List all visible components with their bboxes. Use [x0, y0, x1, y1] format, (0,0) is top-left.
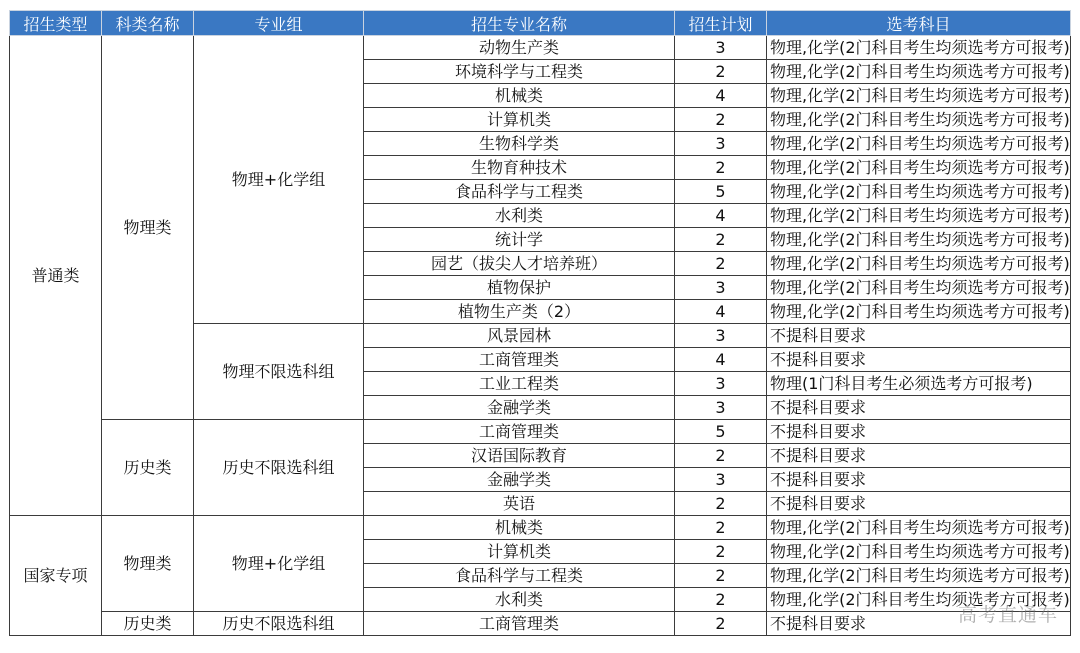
table-row: [10, 36, 1071, 60]
table-row: [10, 420, 1071, 444]
required-subjects-cell: 不提科目要求: [767, 348, 1071, 372]
plan-count-cell: 3: [675, 36, 767, 60]
major-name-cell: 工商管理类: [364, 612, 675, 636]
plan-count-cell: 3: [675, 324, 767, 348]
required-subjects-cell: 不提科目要求: [767, 324, 1071, 348]
required-subjects-cell: 物理,化学(2门科目考生均须选考方可报考): [767, 588, 1071, 612]
required-subjects-cell: 物理,化学(2门科目考生均须选考方可报考): [767, 180, 1071, 204]
plan-count-cell: 2: [675, 156, 767, 180]
plan-count-cell: 5: [675, 180, 767, 204]
subject-category-cell: 物理类: [102, 516, 194, 612]
major-name-cell: 汉语国际教育: [364, 444, 675, 468]
major-name-cell: 生物育种技术: [364, 156, 675, 180]
major-name-cell: 环境科学与工程类: [364, 60, 675, 84]
required-subjects-cell: 物理(1门科目考生必须选考方可报考): [767, 372, 1071, 396]
plan-count-cell: 3: [675, 132, 767, 156]
table-row: [10, 612, 1071, 636]
header-row: [10, 11, 1071, 36]
required-subjects-cell: 不提科目要求: [767, 444, 1071, 468]
major-name-cell: 英语: [364, 492, 675, 516]
header-major-name: 招生专业名称: [364, 11, 675, 36]
major-name-cell: 机械类: [364, 516, 675, 540]
plan-count-cell: 2: [675, 228, 767, 252]
required-subjects-cell: 物理,化学(2门科目考生均须选考方可报考): [767, 540, 1071, 564]
required-subjects-cell: 物理,化学(2门科目考生均须选考方可报考): [767, 564, 1071, 588]
plan-count-cell: 3: [675, 372, 767, 396]
plan-count-cell: 4: [675, 204, 767, 228]
major-name-cell: 植物生产类（2）: [364, 300, 675, 324]
major-group-cell: 物理+化学组: [194, 516, 364, 612]
plan-count-cell: 2: [675, 516, 767, 540]
major-name-cell: 金融学类: [364, 396, 675, 420]
plan-count-cell: 3: [675, 468, 767, 492]
plan-count-cell: 2: [675, 60, 767, 84]
major-group-cell: 物理不限选科组: [194, 324, 364, 420]
required-subjects-cell: 不提科目要求: [767, 468, 1071, 492]
plan-count-cell: 3: [675, 276, 767, 300]
plan-count-cell: 2: [675, 108, 767, 132]
major-name-cell: 食品科学与工程类: [364, 180, 675, 204]
major-name-cell: 植物保护: [364, 276, 675, 300]
required-subjects-cell: 物理,化学(2门科目考生均须选考方可报考): [767, 84, 1071, 108]
admission-plan-table: [9, 10, 1071, 636]
admission-type-cell: 国家专项: [10, 516, 102, 636]
plan-count-cell: 2: [675, 540, 767, 564]
plan-count-cell: 5: [675, 420, 767, 444]
major-group-cell: 历史不限选科组: [194, 612, 364, 636]
required-subjects-cell: 物理,化学(2门科目考生均须选考方可报考): [767, 516, 1071, 540]
major-name-cell: 园艺（拔尖人才培养班）: [364, 252, 675, 276]
major-group-cell: 物理+化学组: [194, 36, 364, 324]
header-admission-type: 招生类型: [10, 11, 102, 36]
major-name-cell: 工商管理类: [364, 348, 675, 372]
subject-category-cell: 历史类: [102, 420, 194, 516]
required-subjects-cell: 不提科目要求: [767, 492, 1071, 516]
plan-count-cell: 2: [675, 588, 767, 612]
major-group-cell: 历史不限选科组: [194, 420, 364, 516]
major-name-cell: 风景园林: [364, 324, 675, 348]
plan-count-cell: 2: [675, 444, 767, 468]
required-subjects-cell: 物理,化学(2门科目考生均须选考方可报考): [767, 300, 1071, 324]
major-name-cell: 水利类: [364, 588, 675, 612]
required-subjects-cell: 物理,化学(2门科目考生均须选考方可报考): [767, 156, 1071, 180]
plan-count-cell: 2: [675, 612, 767, 636]
header-required-subjects: 选考科目: [767, 11, 1071, 36]
plan-count-cell: 4: [675, 84, 767, 108]
plan-count-cell: 4: [675, 348, 767, 372]
major-name-cell: 机械类: [364, 84, 675, 108]
plan-count-cell: 2: [675, 492, 767, 516]
plan-count-cell: 4: [675, 300, 767, 324]
major-name-cell: 水利类: [364, 204, 675, 228]
required-subjects-cell: 物理,化学(2门科目考生均须选考方可报考): [767, 108, 1071, 132]
header-plan-count: 招生计划: [675, 11, 767, 36]
plan-count-cell: 2: [675, 564, 767, 588]
subject-category-cell: 历史类: [102, 612, 194, 636]
major-name-cell: 工商管理类: [364, 420, 675, 444]
header-subject-category: 科类名称: [102, 11, 194, 36]
header-major-group: 专业组: [194, 11, 364, 36]
major-name-cell: 动物生产类: [364, 36, 675, 60]
watermark-text: 高考直通车: [957, 604, 1058, 626]
major-name-cell: 食品科学与工程类: [364, 564, 675, 588]
required-subjects-cell: 不提科目要求: [767, 420, 1071, 444]
required-subjects-cell: 物理,化学(2门科目考生均须选考方可报考): [767, 36, 1071, 60]
admission-type-cell: 普通类: [10, 36, 102, 516]
required-subjects-cell: 物理,化学(2门科目考生均须选考方可报考): [767, 60, 1071, 84]
required-subjects-cell: 物理,化学(2门科目考生均须选考方可报考): [767, 252, 1071, 276]
required-subjects-cell: 物理,化学(2门科目考生均须选考方可报考): [767, 228, 1071, 252]
required-subjects-cell: 不提科目要求: [767, 396, 1071, 420]
table-row: [10, 516, 1071, 540]
major-name-cell: 统计学: [364, 228, 675, 252]
major-name-cell: 计算机类: [364, 108, 675, 132]
required-subjects-cell: 不提科目要求: [767, 612, 1071, 636]
major-name-cell: 生物科学类: [364, 132, 675, 156]
plan-count-cell: 3: [675, 396, 767, 420]
required-subjects-cell: 物理,化学(2门科目考生均须选考方可报考): [767, 204, 1071, 228]
major-name-cell: 金融学类: [364, 468, 675, 492]
major-name-cell: 工业工程类: [364, 372, 675, 396]
subject-category-cell: 物理类: [102, 36, 194, 420]
required-subjects-cell: 物理,化学(2门科目考生均须选考方可报考): [767, 276, 1071, 300]
plan-count-cell: 2: [675, 252, 767, 276]
major-name-cell: 计算机类: [364, 540, 675, 564]
required-subjects-cell: 物理,化学(2门科目考生均须选考方可报考): [767, 132, 1071, 156]
